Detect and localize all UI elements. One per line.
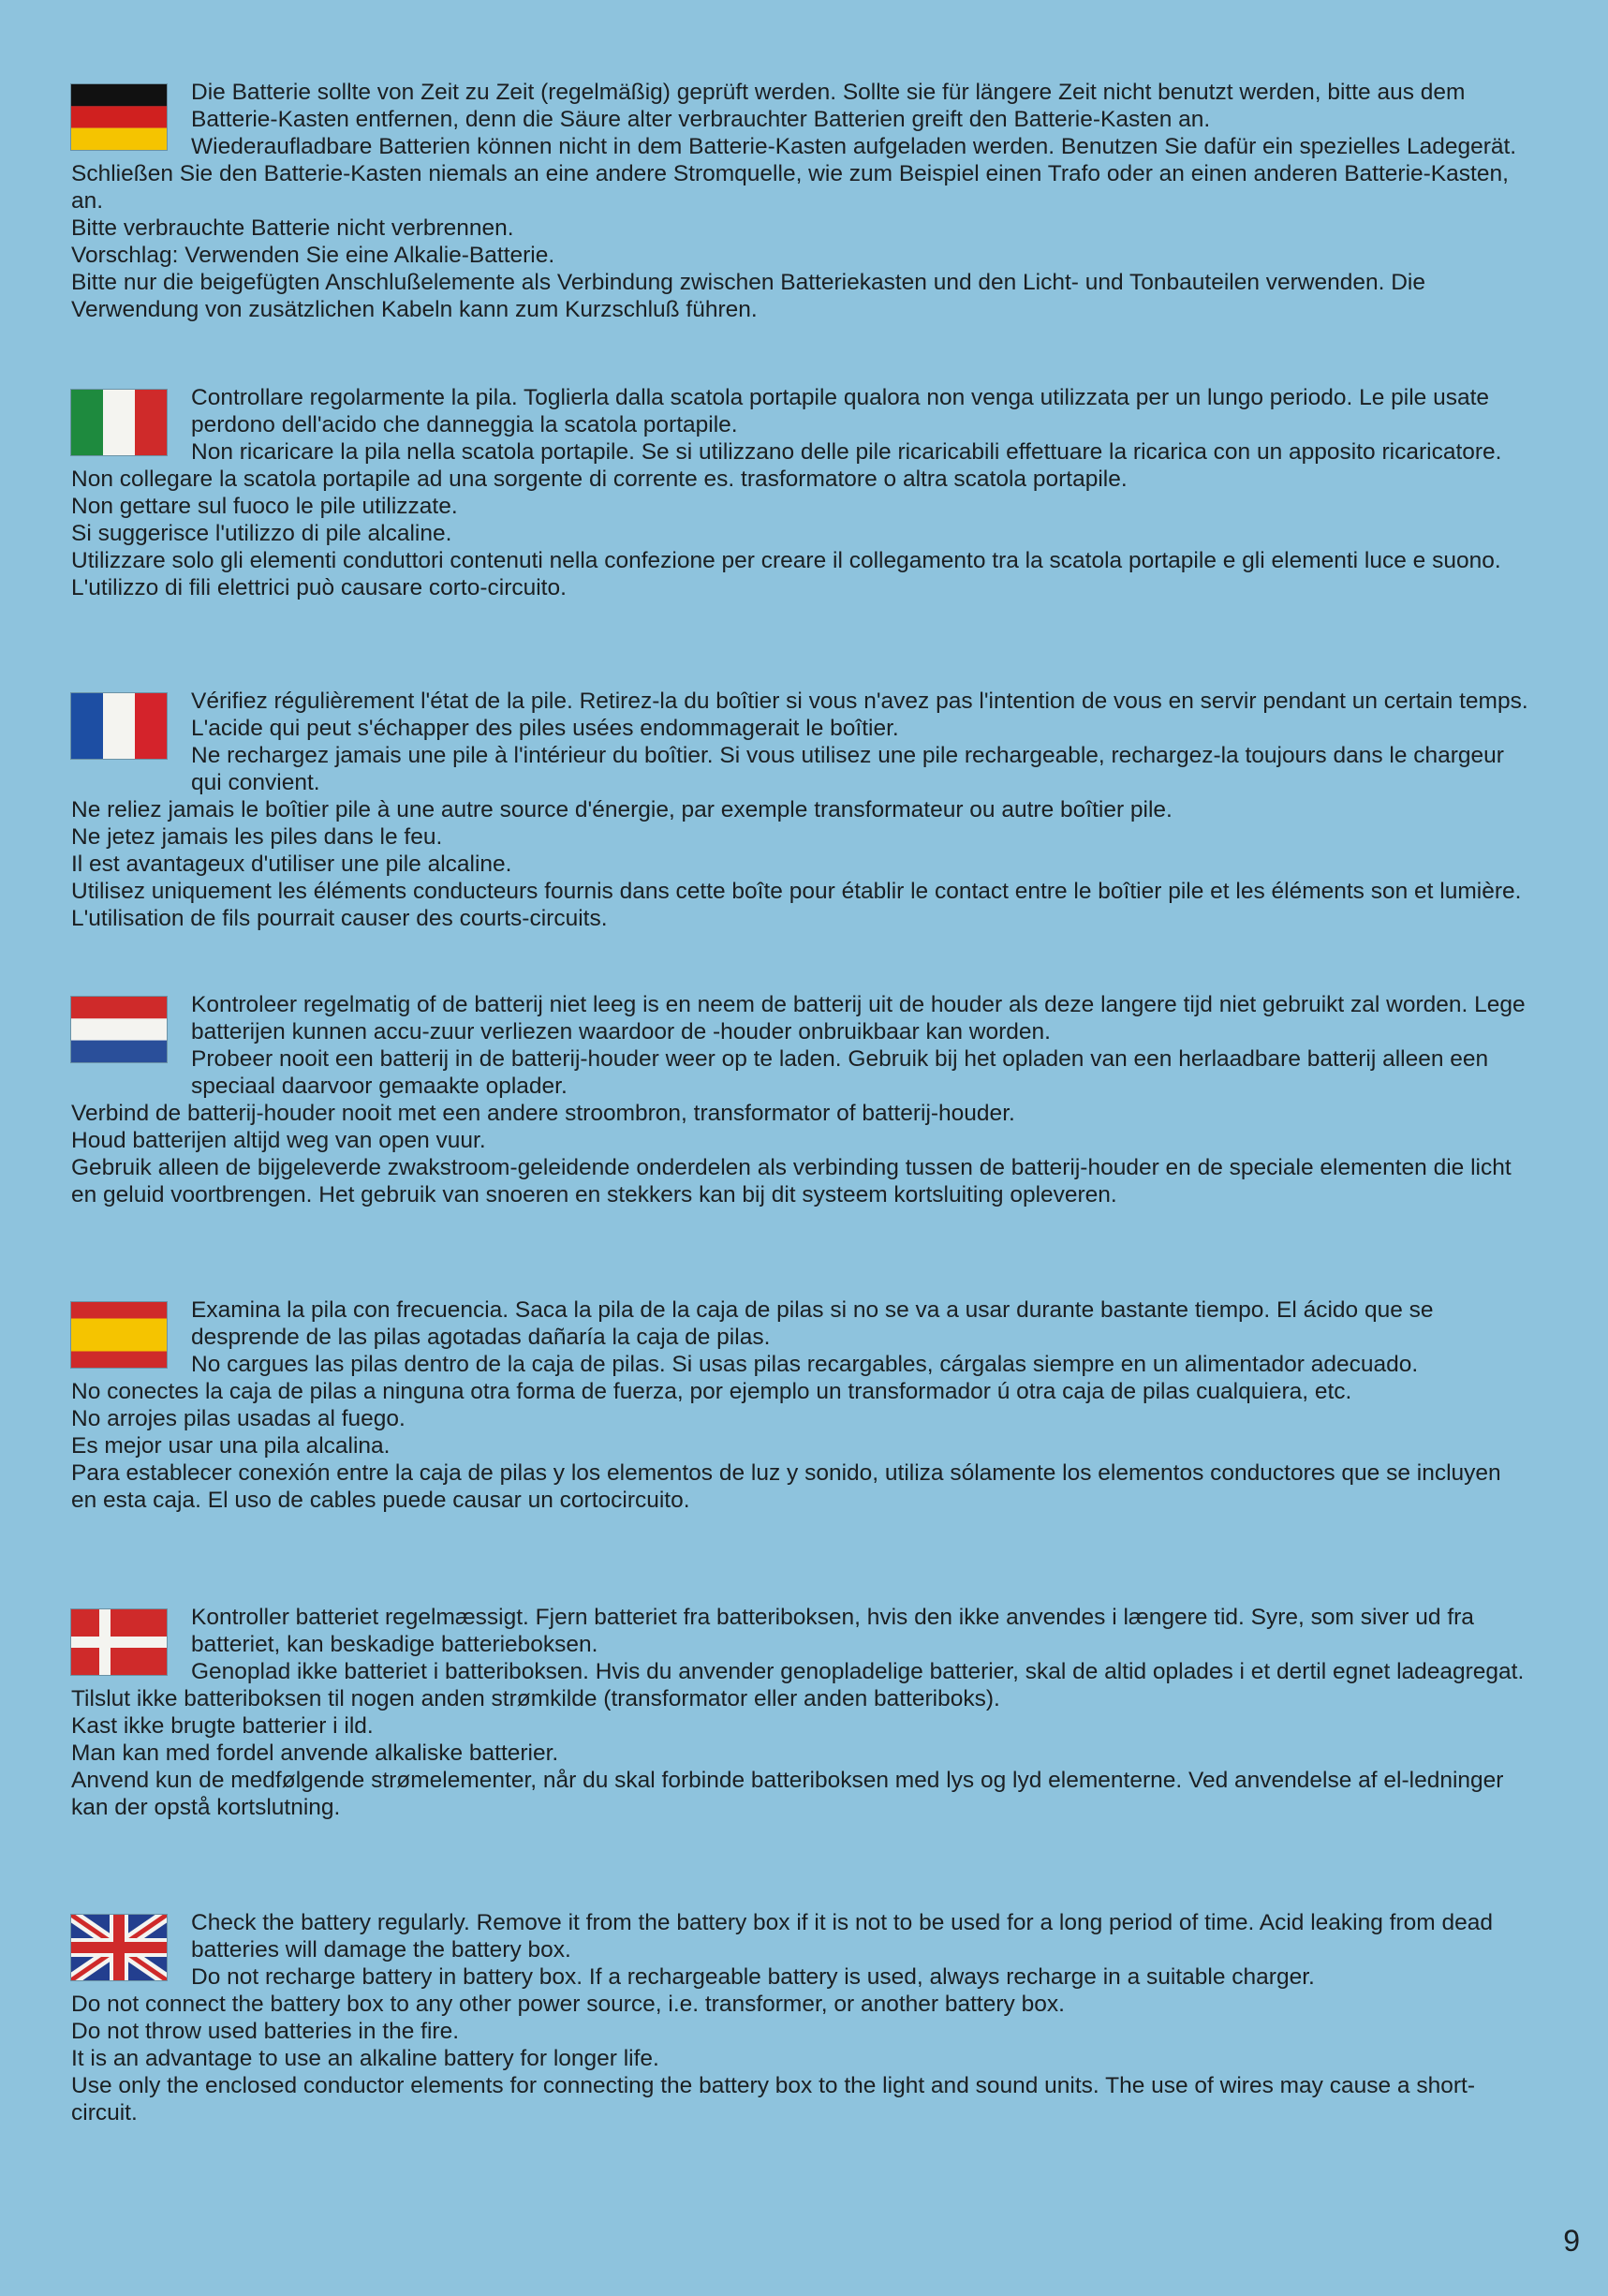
instruction-line: Utilizzare solo gli elementi conduttori contenuti nella confezione per creare il collegamento tra la scatola portapile e gli elementi luce e suono. L'utilizzo di fili elettrici può causare corto-circuito. [71,548,1501,600]
instruction-line: Wiederaufladbare Batterien können nicht in dem Batterie-Kasten aufgeladen werden. Benutzen Sie dafür ein spezielles Ladegerät. [191,134,1517,159]
section-italian [71,384,1532,601]
instruction-line: Verbind de batterij-houder nooit met een andere stroombron, transformator of batterij-houder. [71,1101,1015,1126]
instruction-line: No cargues las pilas dentro de la caja de pilas. Si usas pilas recargables, cárgalas siempre en un alimentador adecuado. [191,1352,1419,1377]
spain-flag-icon [71,1302,167,1368]
instruction-line: Genoplad ikke batteriet i batteriboksen. Hvis du anvender genopladelige batterier, skal de altid oplades i et dertil egnet ladeagregat. [191,1659,1525,1684]
instruction-line: Die Batterie sollte von Zeit zu Zeit (regelmäßig) geprüft werden. Sollte sie für längere Zeit nicht benutzt werden, bitte aus dem Batterie-Kasten entfernen, denn die Säure alter verbrauchter Batterien greift den Batterie-Kasten an. [191,80,1466,132]
instruction-line: Use only the enclosed conductor elements for connecting the battery box to the light and sound units. The use of wires may cause a short-circuit. [71,2073,1475,2126]
section-spanish [71,1296,1532,1514]
instruction-line: It is an advantage to use an alkaline battery for longer life. [71,2046,659,2071]
germany-flag-icon [71,84,167,150]
instruction-line: Ne reliez jamais le boîtier pile à une autre source d'énergie, par exemple transformateur ou autre boîtier pile. [71,797,1173,822]
instruction-line: Do not connect the battery box to any other power source, i.e. transformer, or another battery box. [71,1992,1065,2017]
instruction-line: Kast ikke brugte batterier i ild. [71,1713,374,1739]
uk-flag-icon [71,1915,167,1980]
section-french [71,688,1532,932]
page-number: 9 [1563,2224,1580,2258]
instruction-line: Il est avantageux d'utiliser une pile alcaline. [71,852,512,877]
instruction-line: No conectes la caja de pilas a ninguna otra forma de fuerza, por ejemplo un transformador ú otra caja de pilas cualquiera, etc. [71,1379,1352,1404]
instruction-line: Vérifiez régulièrement l'état de la pile. Retirez-la du boîtier si vous n'avez pas l'intention de vous en servir pendant un certain temps. L'acide qui peut s'échapper des piles usées endommagerait le boîtier. [191,689,1528,741]
instruction-line: Tilslut ikke batteriboksen til nogen anden strømkilde (transformator eller anden batteriboks). [71,1686,1000,1711]
section-dutch [71,991,1532,1208]
instruction-line: Do not throw used batteries in the fire. [71,2019,459,2044]
denmark-flag-icon [71,1609,167,1675]
instruction-line: Check the battery regularly. Remove it from the battery box if it is not to be used for a long period of time. Acid leaking from dead batteries will damage the battery box. [191,1910,1493,1963]
instruction-line: Bitte nur die beigefügten Anschlußelemente als Verbindung zwischen Batteriekasten und den Licht- und Tonbauteilen verwenden. Die Verwendung von zusätzlichen Kabeln kann zum Kurzschluß führen. [71,270,1426,322]
instruction-line: Gebruik alleen de bijgeleverde zwakstroom-geleidende onderdelen als verbinding tussen de batterij-houder en de speciale elementen die licht en geluid voortbrengen. Het gebruik van snoeren en stekkers kan bij dit systeem kortsluiting opleveren. [71,1155,1512,1207]
instruction-line: Man kan med fordel anvende alkaliske batterier. [71,1741,559,1766]
instruction-line: Utilisez uniquement les éléments conducteurs fournis dans cette boîte pour établir le contact entre le boîtier pile et les éléments son et lumière. L'utilisation de fils pourrait causer des courts-circuits. [71,879,1522,931]
instruction-line: Schließen Sie den Batterie-Kasten niemals an eine andere Stromquelle, wie zum Beispiel einen Trafo oder an einen anderen Batterie-Kasten, an. [71,161,1509,214]
instruction-line: Anvend kun de medfølgende strømelementer, når du skal forbinde batteriboksen med lys og lyd elementerne. Ved anvendelse af el-ledninger kan der opstå kortslutning. [71,1768,1504,1820]
france-flag-icon [71,693,167,759]
instruction-line: Non ricaricare la pila nella scatola portapile. Se si utilizzano delle pile ricaricabili effettuare la ricarica con un apposito ricaricatore. [191,439,1502,465]
netherlands-flag-icon [71,997,167,1062]
section-english [71,1909,1532,2126]
instruction-line: Si suggerisce l'utilizzo di pile alcaline. [71,521,452,546]
instruction-line: No arrojes pilas usadas al fuego. [71,1406,406,1431]
instruction-line: Para establecer conexión entre la caja de pilas y los elementos de luz y sonido, utiliza sólamente los elementos conductores que se incluyen en esta caja. El uso de cables puede causar un cortocircuito. [71,1460,1501,1513]
instruction-line: Non gettare sul fuoco le pile utilizzate. [71,494,458,519]
instruction-line: Es mejor usar una pila alcalina. [71,1433,391,1459]
instruction-line: Examina la pila con frecuencia. Saca la pila de la caja de pilas si no se va a usar durante bastante tiempo. El ácido que se desprende de las pilas agotadas dañaría la caja de pilas. [191,1297,1434,1350]
instruction-line: Ne jetez jamais les piles dans le feu. [71,824,443,850]
instruction-line: Vorschlag: Verwenden Sie eine Alkalie-Batterie. [71,243,555,268]
instruction-line: Controllare regolarmente la pila. Toglierla dalla scatola portapile qualora non venga utilizzata per un lungo periodo. Le pile usate perdono dell'acido che danneggia la scatola portapile. [191,385,1490,437]
instruction-line: Ne rechargez jamais une pile à l'intérieur du boîtier. Si vous utilisez une pile rechargeable, rechargez-la toujours dans le chargeur qui convient. [191,743,1504,795]
section-german [71,79,1532,323]
italy-flag-icon [71,390,167,455]
instruction-line: Houd batterijen altijd weg van open vuur. [71,1128,486,1153]
instruction-line: Kontroller batteriet regelmæssigt. Fjern batteriet fra batteriboksen, hvis den ikke anvendes i længere tid. Syre, som siver ud fra batteriet, kan beskadige batterieboksen. [191,1605,1474,1657]
instruction-line: Probeer nooit een batterij in de batterij-houder weer op te laden. Gebruik bij het opladen van een herlaadbare batterij alleen een speciaal daarvoor gemaakte oplader. [191,1046,1489,1099]
section-danish [71,1604,1532,1821]
instruction-line: Kontroleer regelmatig of de batterij niet leeg is en neem de batterij uit de houder als deze langere tijd niet gebruikt zal worden. Lege batterijen kunnen accu-zuur verliezen waardoor de -houder onbruikbaar kan worden. [191,992,1526,1044]
instruction-line: Do not recharge battery in battery box. If a rechargeable battery is used, always recharge in a suitable charger. [191,1964,1315,1990]
instruction-line: Bitte verbrauchte Batterie nicht verbrennen. [71,215,514,241]
instruction-line: Non collegare la scatola portapile ad una sorgente di corrente es. trasformatore o altra scatola portapile. [71,467,1128,492]
